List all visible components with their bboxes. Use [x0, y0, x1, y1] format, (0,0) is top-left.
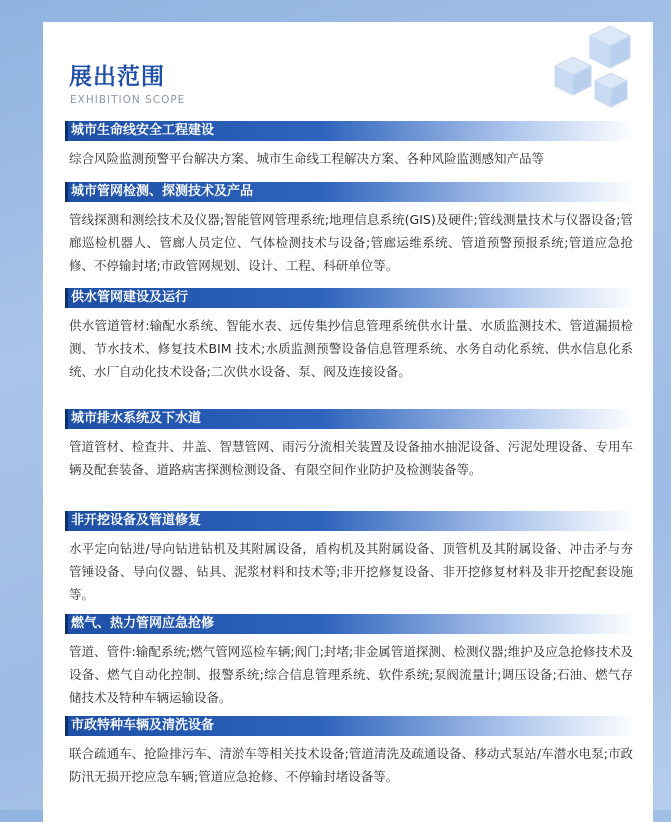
section-body: 联合疏通车、抢险排污车、清淤车等相关技术设备;管道清洗及疏通设备、移动式泵站/车潜水电泵;市政防汛无损开挖应急车辆;管道应急抢修、不停输封堵设备等。: [69, 746, 633, 784]
decorative-cubes: [495, 26, 645, 126]
section-gas-heat: [65, 614, 637, 709]
section-water-supply: [65, 288, 637, 383]
section-heading: 城市排水系统及下水道: [65, 409, 637, 429]
section-pipeline-detection: [65, 182, 637, 277]
section-body: 综合风险监测预警平台解决方案、城市生命线工程解决方案、各种风险监测感知产品等: [69, 151, 545, 166]
section-body: 管道、管件:输配系统;燃气管网巡检车辆;阀门;封堵;非金属管道探测、检测仪器;维护及应急抢修技术及设备、燃气自动化控制、报警系统;综合信息管理系统、软件系统;泵阀流量计;调压设备;石油、燃气存储技术及特种车辆运输设备。: [69, 644, 633, 705]
page-title: 展出范围: [69, 64, 165, 90]
section-body: 管线探测和测绘技术及仪器;智能管网管理系统;地理信息系统(GIS)及硬件;管线测量技术与仪器设备;管廊巡检机器人、管廊人员定位、气体检测技术与设备;管廊运维系统、管道预警预报系统;管道应急抢修、不停输封堵;市政管网规划、设计、工程、科研单位等。: [69, 212, 633, 273]
section-body: 管道管材、检查井、井盖、智慧管网、雨污分流相关装置及设备抽水抽泥设备、污泥处理设备、专用车辆及配套装备、道路病害探测检测设备、有限空间作业防护及检测装备等。: [69, 439, 633, 477]
section-heading: 非开挖设备及管道修复: [65, 511, 637, 531]
section-heading: 市政特种车辆及清洗设备: [65, 716, 637, 736]
section-body: 供水管道管材:输配水系统、智能水表、远传集抄信息管理系统供水计量、水质监测技术、管道漏损检测、节水技术、修复技术BIM 技术;水质监测预警设备信息管理系统、水务自动化系统、供水信息化系统、水厂自动化技术设备;二次供水设备、泵、阀及连接设备。: [69, 318, 633, 379]
section-heading: 城市生命线安全工程建设: [65, 121, 637, 141]
content-card: [43, 22, 653, 822]
section-heading: 城市管网检测、探测技术及产品: [65, 182, 637, 202]
section-lifeline: [65, 121, 637, 170]
section-trenchless: [65, 511, 637, 606]
section-drainage: [65, 409, 637, 481]
section-heading: 燃气、热力管网应急抢修: [65, 614, 637, 634]
section-heading: 供水管网建设及运行: [65, 288, 637, 308]
section-special-vehicles: [65, 716, 637, 788]
page-subtitle: EXHIBITION SCOPE: [70, 94, 186, 106]
section-body: 水平定向钻进/导向钻进钻机及其附属设备，盾构机及其附属设备、顶管机及其附属设备、冲击矛与夯管锤设备、导向仪器、钻具、泥浆材料和技术等;非开挖修复设备、非开挖修复材料及非开挖配套设施等。: [69, 541, 633, 602]
